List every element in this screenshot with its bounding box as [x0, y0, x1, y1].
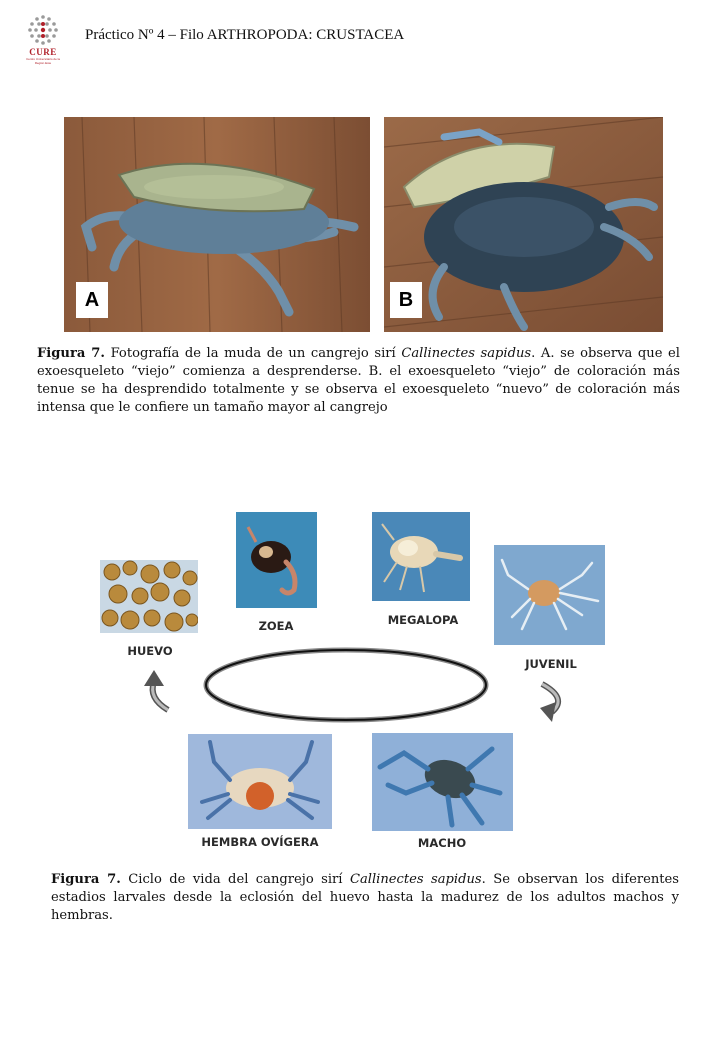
caption-species-2: Callinectes sapidus: [349, 872, 482, 887]
stage-image-macho: [372, 733, 513, 831]
stage-image-juvenil: [494, 545, 605, 645]
stage-image-huevo: [100, 560, 198, 633]
caption-species: Callinectes sapidus: [401, 346, 532, 361]
photo-a: [64, 117, 370, 332]
stage-label-megalopa: MEGALOPA: [387, 613, 459, 627]
caption-prefix-2: Figura 7.: [51, 872, 121, 887]
stage-image-megalopa: [372, 512, 470, 601]
stage-image-zoea: [236, 512, 317, 608]
figure-caption-lifecycle: [51, 871, 679, 925]
megalopa-image: [372, 512, 470, 601]
stage-label-macho: MACHO: [417, 836, 467, 850]
stage-label-zoea: ZOEA: [258, 619, 294, 633]
stage-label-juvenil: JUVENIL: [525, 657, 577, 671]
arrow-left-icon: [144, 670, 168, 710]
photo-label-b: B: [390, 282, 422, 318]
male-crab-image: [372, 733, 513, 831]
photo-b: [384, 117, 663, 332]
page-title: Práctico Nº 4 – Filo ARTHROPODA: CRUSTACEA: [85, 27, 405, 43]
arrow-right-icon: [540, 684, 558, 722]
cure-logo: [22, 14, 64, 68]
caption-prefix: Figura 7.: [37, 346, 105, 361]
stage-label-huevo: HUEVO: [127, 644, 173, 658]
caption-text-1: Fotografía de la muda de un cangrejo sirí: [104, 346, 402, 361]
crab-molt-b-image: [384, 117, 663, 332]
stage-image-hembra: [188, 734, 332, 829]
female-crab-image: [188, 734, 332, 829]
cycle-diagram: [140, 640, 580, 730]
caption-text-2: . A. se observa que el exoesqueleto “viejo” comienza a desprenderse. B. el exoesqueleto “viejo” de coloración más tenue se ha desprendido totalmente y se observa el exoesqueleto “nuevo” de coloración más intensa que le confiere un tamaño mayor al cangrejo: [37, 346, 680, 415]
eggs-image: [100, 560, 198, 633]
caption-text-3: Ciclo de vida del cangrejo sirí: [120, 872, 350, 887]
crab-molt-a-image: [64, 117, 370, 332]
logo-subtitle: Centro Universitario de la Región Este: [26, 57, 60, 65]
figure-caption-molt: [37, 345, 680, 417]
photo-label-a: A: [76, 282, 108, 318]
caption-text-4: . Se observan los diferentes estadios larvales desde la eclosión del huevo hasta la madurez de los adultos machos y hembras.: [51, 872, 679, 923]
logo-text: CURE: [29, 47, 57, 57]
juvenile-crab-image: [494, 545, 605, 645]
stage-label-hembra: HEMBRA OVÍGERA: [201, 835, 319, 849]
zoea-image: [236, 512, 317, 608]
logo-dots-icon: [26, 14, 60, 46]
